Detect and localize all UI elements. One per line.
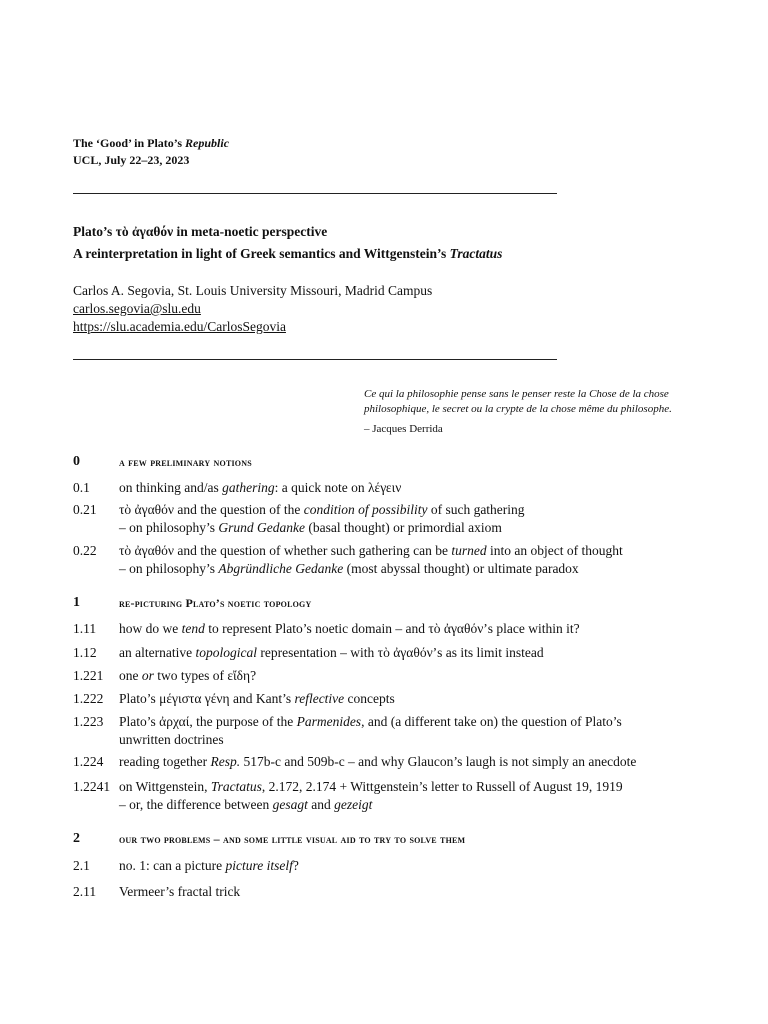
item-text: Plato’s μέγιστα γένη and Kant’s reflective concepts — [119, 691, 395, 706]
conference-place-date: UCL, July 22–23, 2023 — [73, 153, 190, 167]
author-email[interactable] — [73, 300, 201, 318]
section-number: 0 — [73, 454, 80, 469]
item-text: an alternative topological representation – with τὸ ἀγαθόν’s as its limit instead — [119, 645, 544, 660]
item-text: on Wittgenstein, Tractatus, 2.172, 2.174 + Wittgenstein’s letter to Russell of August 19, 1919 – or, the difference between gesagt and gezeigt — [119, 779, 623, 812]
item-text: on thinking and/as gathering: a quick note on λέγειν — [119, 480, 402, 495]
item-text: no. 1: can a picture picture itself? — [119, 858, 299, 873]
section-title: re-picturing Plato’s noetic topology — [119, 596, 312, 610]
item-number: 1.222 — [73, 691, 104, 706]
item-number: 1.224 — [73, 754, 104, 769]
divider — [73, 193, 557, 194]
epigraph-quote: Ce qui la philosophie pense sans le penser reste la Chose de la chose philosophique, le secret ou la crypte de la chose même du philosophe. — [364, 388, 672, 415]
item-number: 1.12 — [73, 645, 97, 660]
item-number: 1.11 — [73, 621, 97, 636]
paper-subtitle: A reinterpretation in light of Greek semantics and Wittgenstein’s Tractatus — [73, 246, 503, 261]
author-affiliation: Carlos A. Segovia, St. Louis University Missouri, Madrid Campus — [73, 283, 433, 298]
author-url[interactable] — [73, 318, 286, 336]
item-text: Vermeer’s fractal trick — [119, 884, 241, 899]
item-number: 1.223 — [73, 714, 104, 729]
epigraph-attribution: – Jacques Derrida — [364, 423, 443, 435]
paper-title: Plato’s τὸ ἀγαθόν in meta-noetic perspective — [73, 224, 328, 239]
section-number: 2 — [73, 831, 80, 846]
section-number: 1 — [73, 595, 80, 610]
section-title: a few preliminary notions — [119, 455, 252, 469]
item-text: τὸ ἀγαθόν and the question of whether such gathering can be turned into an object of thought – on philosophy’s Abgründliche Gedanke (most abyssal thought) or ultimate paradox — [119, 543, 623, 576]
item-number: 1.221 — [73, 668, 104, 683]
item-number: 2.1 — [73, 858, 90, 873]
conference-title: The ‘Good’ in Plato’s Republic — [73, 136, 230, 150]
email-link[interactable]: carlos.segovia@slu.edu — [73, 301, 201, 316]
item-text: reading together Resp. 517b-c and 509b-c – and why Glaucon’s laugh is not simply an anecdote — [119, 754, 637, 769]
item-text: one or two types of εἴδη? — [119, 668, 257, 683]
item-number: 0.1 — [73, 480, 90, 495]
item-number: 2.11 — [73, 884, 97, 899]
item-number: 0.22 — [73, 543, 97, 558]
item-number: 1.2241 — [73, 779, 111, 794]
divider — [73, 359, 557, 360]
item-text: how do we tend to represent Plato’s noetic domain – and τὸ ἀγαθόν’s place within it? — [119, 621, 580, 636]
item-number: 0.21 — [73, 502, 97, 517]
item-text: Plato’s ἀρχαί, the purpose of the Parmenides, and (a different take on) the question of Plato’s unwritten doctrines — [119, 714, 622, 747]
academia-link[interactable]: https://slu.academia.edu/CarlosSegovia — [73, 319, 286, 334]
item-text: τὸ ἀγαθόν and the question of the condition of possibility of such gathering – on philosophy’s Grund Gedanke (basal thought) or primordial axiom — [119, 502, 525, 535]
section-title: our two problems – and some little visual aid to try to solve them — [119, 832, 466, 846]
